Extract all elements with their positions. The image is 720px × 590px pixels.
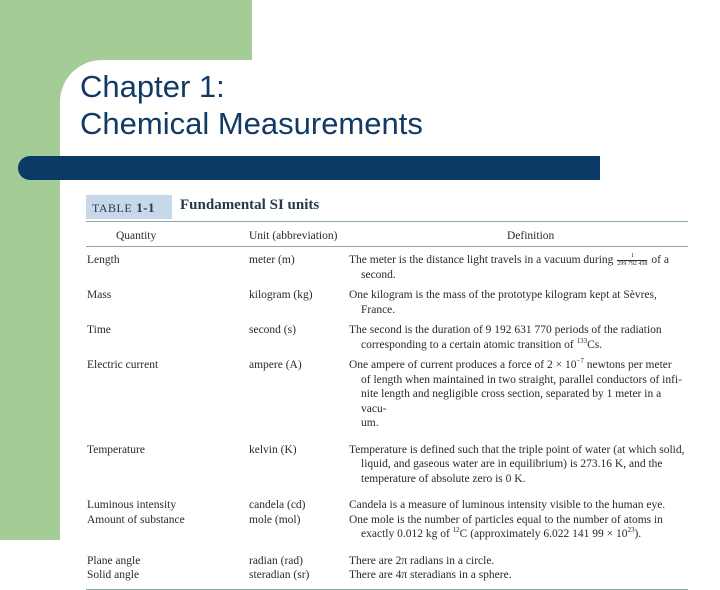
table-body: [86, 222, 688, 583]
cell-unit: mole (mol): [249, 513, 301, 526]
cell-unit: second (s): [249, 324, 296, 336]
superscript: 23: [627, 526, 635, 535]
column-header-unit: Unit (abbreviation): [249, 222, 349, 246]
column-header-definition: Definition: [349, 222, 688, 246]
fraction: [617, 253, 647, 268]
table-row: [86, 282, 688, 317]
definition-text: One ampere of current produces a force of 2 × 10: [349, 359, 577, 371]
definition-text: The second is the duration of 9 192 631 770 periods of the radiation: [349, 324, 662, 336]
fraction-numerator: 1: [617, 253, 647, 261]
table-tag-label: TABLE: [92, 201, 133, 215]
definition-text: liquid, and gaseous water are in equilibrium) is 273.16 K, and the: [361, 458, 663, 470]
cell-definition: [349, 352, 688, 431]
definition-text: Temperature is defined such that the triple point of water (at which solid,: [349, 443, 685, 456]
table-tag: [86, 195, 172, 219]
cell-unit: kelvin (K): [249, 443, 297, 456]
cell-definition: [349, 568, 688, 583]
title-underline-bar: [18, 156, 600, 180]
table-row: [86, 246, 688, 282]
table-caption: [86, 195, 688, 222]
table-title: Fundamental SI units: [180, 197, 320, 213]
definition-text: The meter is the distance light travels in a vacuum during: [349, 253, 614, 266]
cell-quantity: Plane angle: [87, 554, 141, 567]
superscript: 12: [452, 526, 460, 535]
cell-quantity: Temperature: [87, 443, 145, 456]
cell-unit: ampere (A): [249, 359, 302, 371]
cell-unit: radian (rad): [249, 554, 303, 567]
cell-definition: [349, 431, 688, 487]
definition-text: France.: [361, 303, 396, 316]
cell-unit: candela (cd): [249, 499, 306, 511]
definition-text: Cs.: [587, 338, 603, 351]
cell-quantity: Electric current: [87, 359, 159, 371]
definition-text: One kilogram is the mass of the prototype kilogram kept at Sèvres,: [349, 289, 657, 301]
definition-text: ).: [634, 528, 642, 540]
cell-definition: [349, 542, 688, 569]
cell-definition: [349, 486, 688, 513]
slide-title: [80, 68, 600, 142]
definition-text: Candela is a measure of luminous intensity visible to the human eye.: [349, 499, 666, 511]
superscript: −7: [576, 357, 584, 366]
definition-text: C (approximately 6.022 141 99 × 10: [459, 528, 628, 540]
table-number: 1-1: [136, 200, 156, 215]
slide-title-line-2: Chemical Measurements: [80, 106, 423, 141]
slide-title-line-1: Chapter 1:: [80, 69, 225, 104]
table-row: [86, 352, 688, 431]
table-row: [86, 568, 688, 583]
cell-quantity: Length: [87, 253, 120, 266]
definition-text: second.: [361, 268, 396, 281]
definition-text: exactly 0.012 kg of: [361, 528, 453, 540]
fraction-denominator: 299 792 458: [617, 260, 648, 267]
definition-text: of length when maintained in two straight, parallel conductors of infi-: [361, 373, 682, 386]
cell-definition: [349, 246, 688, 282]
definition-text: There are 2π radians in a circle.: [349, 554, 495, 567]
cell-quantity: Solid angle: [87, 569, 140, 581]
table-row: [86, 542, 688, 569]
table-header-row: [86, 222, 688, 246]
cell-definition: [349, 282, 688, 317]
cell-unit: meter (m): [249, 253, 295, 266]
definition-text: [349, 338, 688, 353]
definition-text: One mole is the number of particles equal to the number of atoms in: [349, 513, 663, 526]
column-header-quantity: Quantity: [86, 222, 249, 246]
cell-definition: [349, 317, 688, 352]
table-row: [86, 431, 688, 487]
table-row: [86, 513, 688, 542]
cell-quantity: Luminous intensity: [87, 499, 177, 511]
cell-unit: steradian (sr): [249, 569, 310, 581]
cell-quantity: Mass: [87, 289, 112, 301]
definition-text: of a: [651, 253, 669, 266]
cell-definition: [349, 513, 688, 542]
definition-text: nite length and negligible cross section, separated by 1 meter in a vacu-: [361, 388, 662, 415]
table-row: [86, 317, 688, 352]
cell-quantity: Amount of substance: [87, 513, 185, 526]
definition-text: [349, 527, 688, 542]
left-green-strip: [0, 0, 60, 540]
definition-text: um.: [361, 417, 379, 429]
definition-text: temperature of absolute zero is 0 K.: [361, 472, 526, 485]
definition-text: newtons per meter: [583, 359, 672, 371]
si-units-table: [86, 195, 688, 590]
table-row: [86, 486, 688, 513]
superscript: 133: [576, 336, 588, 345]
definition-text: There are 4π steradians in a sphere.: [349, 569, 512, 581]
cell-unit: kilogram (kg): [249, 289, 313, 301]
cell-quantity: Time: [87, 324, 111, 336]
table-bottom-rule: [86, 589, 688, 590]
definition-text: corresponding to a certain atomic transition of: [361, 338, 574, 351]
